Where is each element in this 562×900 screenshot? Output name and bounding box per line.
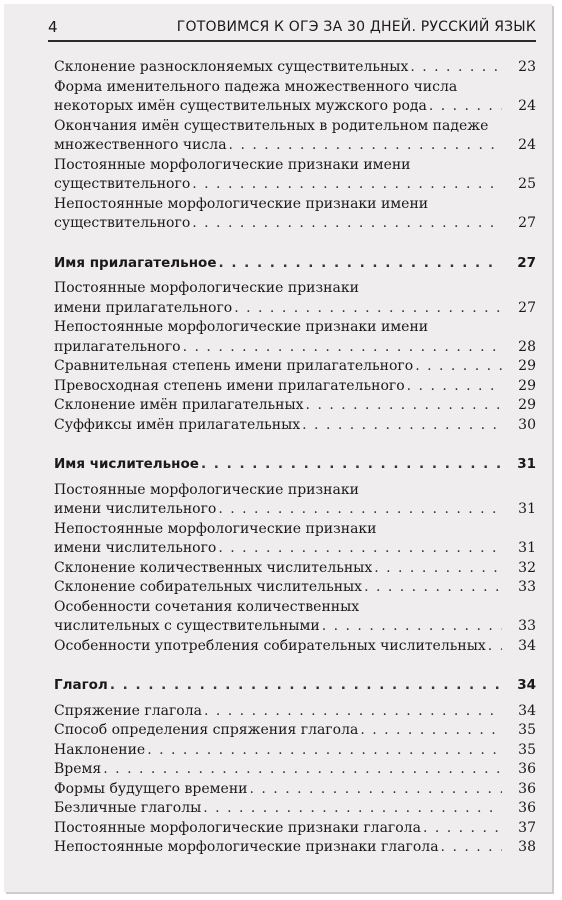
running-title: ГОТОВИМСЯ К ОГЭ ЗА 30 ДНЕЙ. РУССКИЙ ЯЗЫК bbox=[176, 19, 536, 35]
toc-entry bbox=[54, 279, 536, 318]
dot-leader bbox=[227, 136, 502, 156]
toc-entry bbox=[54, 760, 536, 780]
dot-leader bbox=[216, 539, 502, 559]
toc-entry bbox=[54, 78, 536, 117]
toc-entry-last-line bbox=[54, 455, 502, 475]
toc-entry bbox=[54, 416, 536, 436]
dot-leader bbox=[408, 58, 502, 78]
section-spacer bbox=[54, 656, 536, 676]
toc-page-number: 34 bbox=[517, 677, 536, 693]
toc-entry-line: Форма именительного падежа множественного числа bbox=[54, 78, 458, 95]
toc-entry bbox=[54, 481, 536, 520]
page-number: 4 bbox=[48, 18, 58, 36]
toc-entry-title: Безличные глаголы bbox=[54, 800, 202, 816]
toc-entry bbox=[54, 396, 536, 416]
toc-entry-last-line bbox=[54, 500, 502, 520]
toc-page-number: 30 bbox=[518, 416, 536, 433]
dot-leader bbox=[413, 357, 502, 377]
dot-leader bbox=[216, 500, 502, 520]
dot-leader bbox=[304, 396, 502, 416]
toc-entry bbox=[54, 637, 536, 657]
toc-entry bbox=[54, 702, 536, 722]
toc-page-number: 27 bbox=[518, 215, 536, 231]
toc-page-number: 32 bbox=[518, 559, 536, 576]
toc-page-number: 36 bbox=[518, 800, 536, 816]
toc-entry-title: множественного числа bbox=[54, 137, 227, 153]
toc-entry-title: имени числительного bbox=[54, 501, 217, 517]
toc-entry-last-line bbox=[54, 396, 502, 416]
toc-section-heading bbox=[54, 676, 536, 696]
toc-entry-last-line bbox=[54, 676, 502, 696]
dot-leader bbox=[486, 637, 502, 657]
toc-entry-line: Постоянные морфологические признаки bbox=[54, 280, 359, 296]
toc-entry-title: Склонение имён прилагательных bbox=[54, 397, 304, 413]
toc-entry-title: Непостоянные морфологические признаки глагола bbox=[54, 839, 439, 855]
toc-page-number: 27 bbox=[518, 299, 536, 316]
toc-page-number: 24 bbox=[518, 137, 536, 153]
toc-entry-last-line bbox=[54, 214, 502, 234]
toc-page-number: 37 bbox=[518, 819, 536, 836]
toc-page-number: 33 bbox=[518, 579, 536, 595]
toc-entry bbox=[54, 598, 536, 637]
toc-entry-title: имени числительного bbox=[54, 540, 217, 556]
toc-entry-last-line bbox=[54, 721, 502, 741]
toc-entry-last-line bbox=[54, 617, 502, 637]
toc-page-number: 35 bbox=[518, 741, 536, 758]
toc-entry-last-line bbox=[54, 702, 502, 722]
toc-entry bbox=[54, 799, 536, 819]
toc-entry bbox=[54, 117, 536, 156]
toc-entry bbox=[54, 780, 536, 800]
toc-entry bbox=[54, 195, 536, 234]
toc-entry bbox=[54, 559, 536, 579]
toc-page-number: 27 bbox=[517, 254, 536, 271]
toc-page-number: 24 bbox=[518, 98, 536, 114]
dot-leader bbox=[190, 214, 502, 234]
toc-entry-title: Сравнительная степень имени прилагательного bbox=[54, 358, 414, 374]
toc-entry-line: Непостоянные морфологические признаки имени bbox=[54, 195, 429, 212]
dot-leader bbox=[362, 578, 502, 598]
toc-entry-last-line bbox=[54, 780, 502, 800]
toc-page-number: 36 bbox=[518, 780, 536, 797]
toc-entry-last-line bbox=[54, 97, 502, 117]
toc-page-number: 31 bbox=[518, 501, 536, 517]
toc-entry-line: Постоянные морфологические признаки имени bbox=[54, 156, 411, 173]
toc-entry-last-line bbox=[54, 637, 502, 657]
toc-entry-line: Непостоянные морфологические признаки имени bbox=[54, 319, 429, 335]
dot-leader bbox=[421, 819, 502, 839]
toc-entry-title: числительных с существительными bbox=[54, 618, 320, 634]
toc-entry bbox=[54, 838, 536, 858]
toc-entry-last-line bbox=[54, 254, 502, 274]
toc-entry-line: Постоянные морфологические признаки bbox=[54, 481, 359, 498]
toc-entry bbox=[54, 156, 536, 195]
dot-leader bbox=[300, 416, 502, 436]
page-header bbox=[48, 18, 536, 42]
section-spacer bbox=[54, 435, 536, 455]
dot-leader bbox=[199, 455, 502, 475]
toc-entry-last-line bbox=[54, 819, 502, 839]
toc-entry-line: Особенности сочетания количественных bbox=[54, 598, 360, 615]
dot-leader bbox=[427, 97, 502, 117]
toc-page-number: 35 bbox=[518, 722, 536, 738]
toc-entry-title: Спряжение глагола bbox=[54, 702, 202, 719]
toc-section-heading bbox=[54, 254, 536, 274]
toc-page-number: 34 bbox=[518, 702, 536, 719]
toc-entry-line: Непостоянные морфологические признаки bbox=[54, 520, 377, 537]
toc-entry-title: Наклонение bbox=[54, 741, 146, 758]
toc-entry-title: существительного bbox=[54, 176, 191, 192]
toc-entry-last-line bbox=[54, 838, 502, 858]
toc-page-number: 34 bbox=[518, 637, 536, 654]
dot-leader bbox=[202, 702, 502, 722]
toc-section-heading bbox=[54, 455, 536, 475]
toc-entry-last-line bbox=[54, 357, 502, 377]
toc-entry-title: Время bbox=[54, 761, 102, 777]
toc-entry-last-line bbox=[54, 416, 502, 436]
toc-entry-last-line bbox=[54, 136, 502, 156]
table-of-contents bbox=[54, 58, 536, 858]
book-page bbox=[4, 4, 552, 892]
toc-entry-title: существительного bbox=[54, 215, 191, 231]
dot-leader bbox=[358, 721, 502, 741]
dot-leader bbox=[439, 838, 502, 858]
toc-page-number: 33 bbox=[518, 618, 536, 634]
toc-page-number: 28 bbox=[518, 338, 536, 355]
toc-entry-title: Склонение количественных числительных bbox=[54, 559, 373, 576]
toc-entry-line: Окончания имён существительных в родительном падеже bbox=[54, 117, 489, 134]
toc-entry-last-line bbox=[54, 578, 502, 598]
toc-entry bbox=[54, 357, 536, 377]
toc-page-number: 25 bbox=[518, 176, 536, 192]
dot-leader bbox=[232, 299, 502, 319]
toc-page-number: 23 bbox=[518, 59, 536, 75]
toc-entry-last-line bbox=[54, 539, 502, 559]
dot-leader bbox=[108, 676, 502, 696]
toc-entry-last-line bbox=[54, 799, 502, 819]
toc-entry bbox=[54, 721, 536, 741]
dot-leader bbox=[248, 780, 503, 800]
toc-entry-title: Превосходная степень имени прилагательного bbox=[54, 377, 405, 394]
toc-page-number: 31 bbox=[518, 540, 536, 556]
toc-entry-title: Особенности употребления собирательных числительных bbox=[54, 637, 486, 654]
toc-entry-title: некоторых имён существительных мужского рода bbox=[54, 98, 427, 114]
toc-entry-title: Имя числительное bbox=[54, 456, 199, 472]
toc-page-number: 31 bbox=[517, 456, 536, 472]
section-spacer bbox=[54, 234, 536, 254]
dot-leader bbox=[372, 559, 502, 579]
toc-page-number: 29 bbox=[518, 377, 536, 394]
toc-entry-title: прилагательного bbox=[54, 338, 181, 355]
dot-leader bbox=[101, 760, 502, 780]
toc-entry bbox=[54, 741, 536, 761]
toc-page-number: 29 bbox=[518, 397, 536, 413]
toc-entry-title: Склонение собирательных числительных bbox=[54, 579, 363, 595]
toc-entry-title: Суффиксы имён прилагательных bbox=[54, 416, 301, 433]
toc-entry bbox=[54, 318, 536, 357]
toc-entry-last-line bbox=[54, 741, 502, 761]
toc-entry bbox=[54, 819, 536, 839]
toc-page-number: 29 bbox=[518, 358, 536, 374]
toc-entry-title: Формы будущего времени bbox=[54, 780, 248, 797]
toc-entry-title: Постоянные морфологические признаки глагола bbox=[54, 819, 421, 836]
toc-page-number: 36 bbox=[518, 761, 536, 777]
toc-entry-title: Глагол bbox=[54, 677, 108, 693]
dot-leader bbox=[405, 377, 502, 397]
toc-entry bbox=[54, 520, 536, 559]
dot-leader bbox=[190, 175, 502, 195]
dot-leader bbox=[201, 799, 502, 819]
dot-leader bbox=[181, 338, 502, 358]
dot-leader bbox=[145, 741, 502, 761]
toc-entry-last-line bbox=[54, 338, 502, 358]
dot-leader bbox=[216, 254, 502, 274]
toc-entry-title: Способ определения спряжения глагола bbox=[54, 722, 359, 738]
toc-entry-last-line bbox=[54, 58, 502, 78]
toc-entry-last-line bbox=[54, 377, 502, 397]
toc-entry-last-line bbox=[54, 760, 502, 780]
toc-entry bbox=[54, 578, 536, 598]
toc-entry-title: имени прилагательного bbox=[54, 299, 233, 316]
toc-entry bbox=[54, 58, 536, 78]
dot-leader bbox=[320, 617, 502, 637]
toc-entry-title: Склонение разносклоняемых существительных bbox=[54, 59, 409, 75]
toc-page-number: 38 bbox=[518, 839, 536, 855]
toc-entry-last-line bbox=[54, 559, 502, 579]
toc-entry bbox=[54, 377, 536, 397]
toc-entry-last-line bbox=[54, 299, 502, 319]
toc-entry-title: Имя прилагательное bbox=[54, 254, 217, 271]
toc-entry-last-line bbox=[54, 175, 502, 195]
